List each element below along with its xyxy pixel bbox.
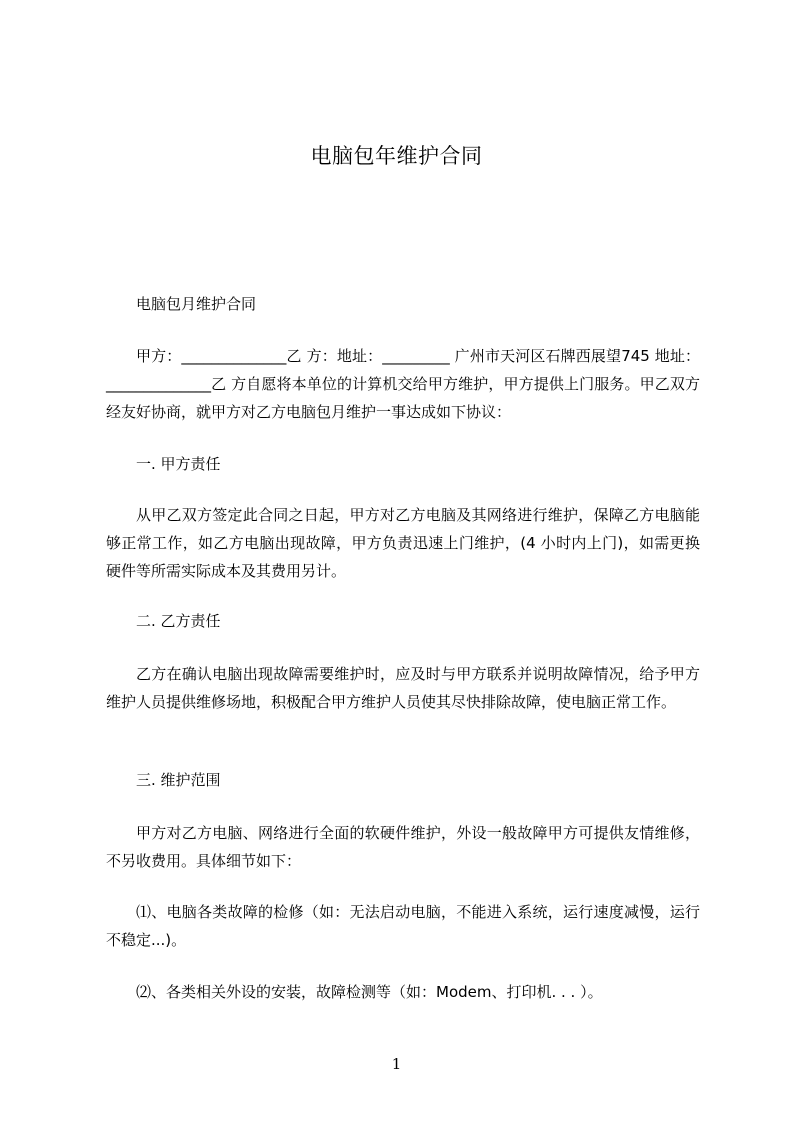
scope-item-1: ⑴、电脑各类故障的检修（如：无法启动电脑，不能进入系统，运行速度减慢，运行不稳定...)。: [106, 903, 700, 949]
section-2-heading: 二. 乙方责任: [136, 612, 221, 630]
parties-paragraph: 甲方：______________乙 方：地址：_________ 广州市天河区石牌西展望745 地址：______________乙 方自愿将本单位的计算机交给甲方维护，甲方提供上门服务。甲乙双方经友好协商，就甲方对乙方电脑包月维护一事达成如下协议：: [106, 347, 700, 421]
contract-subtitle: 电脑包月维护合同: [136, 295, 257, 313]
page-number: 1: [391, 1055, 402, 1073]
section-2-body: 乙方在确认电脑出现故障需要维护时，应及时与甲方联系并说明故障情况，给予甲方维护人员提供维修场地，积极配合甲方维护人员使其尽快排除故障，使电脑正常工作。: [106, 665, 700, 711]
document-title: 电脑包年维护合同: [310, 144, 483, 168]
scope-item-2: ⑵、各类相关外设的安装，故障检测等（如：Modem、打印机. . . ）。: [136, 983, 603, 1001]
section-1-heading: 一. 甲方责任: [136, 455, 221, 473]
section-3-body: 甲方对乙方电脑、网络进行全面的软硬件维护，外设一般故障甲方可提供友情维修，不另收费用。具体细节如下：: [106, 824, 700, 870]
section-3-heading: 三. 维护范围: [136, 771, 221, 789]
section-1-body: 从甲乙双方签定此合同之日起，甲方对乙方电脑及其网络进行维护，保障乙方电脑能够正常工作，如乙方电脑出现故障，甲方负责迅速上门维护，(4 小时内上门)，如需更换硬件等所需实际成本及其费用另计。: [106, 506, 700, 580]
